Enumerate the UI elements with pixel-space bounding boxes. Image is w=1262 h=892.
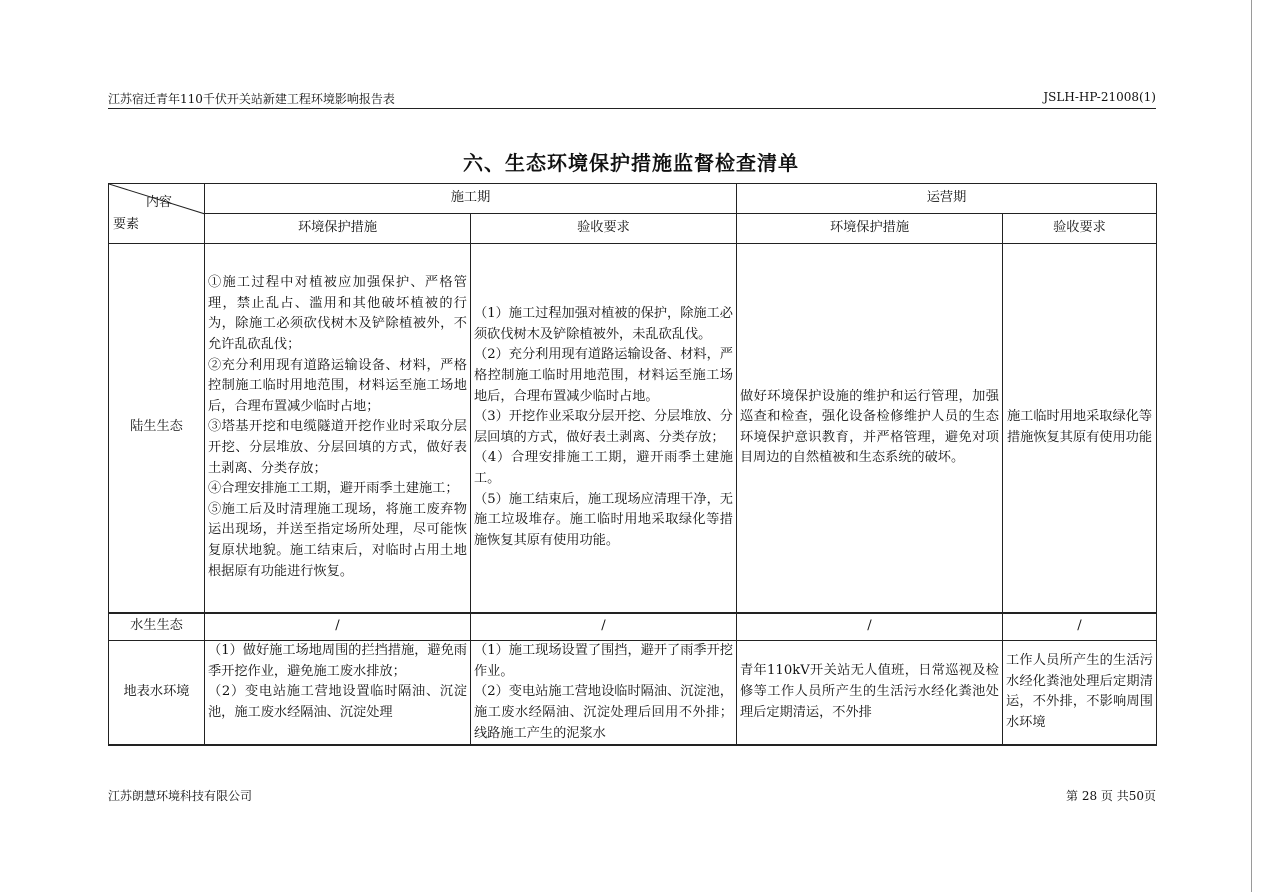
measure-item: ②充分利用现有道路运输设备、材料，严格控制施工临时用地范围，材料运至施工场地后，合理布置减少临时占地； [208, 357, 467, 414]
operation-acceptance-text: 施工临时用地采取绿化等措施恢复其原有使用功能 [1006, 409, 1153, 445]
sub-header-operation-acceptance: 验收要求 [1003, 214, 1157, 244]
section-title: 六、生态环境保护措施监督检查清单 [463, 151, 799, 175]
table-row-aquatic-ecology [109, 613, 1157, 641]
header-report-code: JSLH-HP-21008(1) [1043, 90, 1156, 104]
checklist-table [108, 183, 1157, 746]
measure-item: （2）变电站施工营地设置临时隔油、沉淀池，施工废水经隔油、沉淀处理 [208, 684, 467, 721]
measure-item: ①施工过程中对植被应加强保护、严格管理，禁止乱占、滥用和其他破坏植被的行为，除施工必须砍伐树木及铲除植被外，不允许乱砍乱伐； [208, 275, 467, 353]
acceptance-item: （3）开挖作业采取分层开挖、分层堆放、分层回填的方式，做好表土剥离、分类存放； [474, 409, 733, 445]
construction-acceptance-cell [471, 244, 737, 613]
footer-page-number: 第 28 页 共50页 [1066, 789, 1156, 803]
corner-header-cell [109, 184, 205, 244]
table-row-surface-water [109, 641, 1157, 745]
acceptance-item: （2）充分利用现有道路运输设备、材料，严格控制施工临时用地范围，材料运至施工场地后，合理布置减少临时占地。 [474, 347, 733, 404]
header-report-name: 江苏宿迁青年110千伏开关站新建工程环境影响报告表 [108, 92, 395, 106]
measure-item: ③塔基开挖和电缆隧道开挖作业时采取分层开挖、分层堆放、分层回填的方式，做好表土剥离、分类存放； [208, 419, 467, 476]
construction-acceptance-cell [471, 641, 737, 745]
phase-construction-header: 施工期 [205, 184, 737, 214]
corner-label-element: 要素 [113, 217, 140, 232]
operation-measures-cell [737, 244, 1003, 613]
sub-header-row [109, 214, 1157, 244]
footer-company: 江苏朗慧环境科技有限公司 [108, 789, 253, 803]
operation-measures-cell [737, 641, 1003, 745]
operation-acceptance-cell [1003, 641, 1157, 745]
phase-header-row [109, 184, 1157, 214]
element-label: 地表水环境 [109, 641, 205, 745]
sub-header-construction-measures: 环境保护措施 [205, 214, 471, 244]
page-edge-line [1251, 0, 1252, 892]
measure-item: （1）做好施工场地周围的拦挡措施，避免雨季开挖作业，避免施工废水排放； [208, 643, 467, 679]
phase-operation-header: 运营期 [737, 184, 1157, 214]
acceptance-item: （1）施工过程加强对植被的保护，除施工必须砍伐树木及铲除植被外，未乱砍乱伐。 [474, 306, 733, 342]
operation-measure-text: 做好环境保护设施的维护和运行管理，加强巡查和检查，强化设备检修维护人员的生态环境保护意识教育，并严格管理，避免对项目周边的自然植被和生态系统的破坏。 [740, 388, 999, 466]
construction-measures-cell: / [205, 613, 471, 641]
measure-item: ⑤施工后及时清理施工现场，将施工废弃物运出现场，并送至指定场所处理，尽可能恢复原状地貌。施工结束后，对临时占用土地根据原有功能进行恢复。 [208, 501, 467, 579]
cell-clip [208, 641, 467, 743]
acceptance-item: （2）变电站施工营地设临时隔油、沉淀池，施工废水经隔油、沉淀处理后回用不外排；线路施工产生的泥浆水 [474, 684, 733, 741]
operation-acceptance-cell [1003, 244, 1157, 613]
sub-header-operation-measures: 环境保护措施 [737, 214, 1003, 244]
operation-measures-cell: / [737, 613, 1003, 641]
corner-label-content: 内容 [145, 195, 172, 210]
operation-acceptance-text: 工作人员所产生的生活污水经化粪池处理后定期清运，不外排，不影响周围水环境 [1006, 653, 1153, 730]
operation-measure-text: 青年110kV开关站无人值班，日常巡视及检修等工作人员所产生的生活污水经化粪池处理后定期清运，不外排 [740, 663, 999, 720]
construction-acceptance-cell: / [471, 613, 737, 641]
acceptance-item: （4）合理安排施工工期，避开雨季土建施工。 [474, 450, 733, 486]
construction-measures-cell [205, 641, 471, 745]
element-label: 水生生态 [109, 613, 205, 641]
cell-clip [474, 641, 733, 743]
operation-acceptance-cell: / [1003, 613, 1157, 641]
construction-measures-cell [205, 244, 471, 613]
measure-item: ④合理安排施工工期，避开雨季土建施工； [208, 481, 459, 497]
acceptance-item: （5）施工结束后，施工现场应清理干净，无施工垃圾堆存。施工临时用地采取绿化等措施恢复其原有使用功能。 [474, 491, 733, 548]
acceptance-item: （1）施工现场设置了围挡，避开了雨季开挖作业。 [474, 643, 733, 679]
element-label: 陆生生态 [109, 244, 205, 613]
sub-header-construction-acceptance: 验收要求 [471, 214, 737, 244]
table-row-terrestrial-ecology [109, 244, 1157, 613]
page-header [108, 90, 1156, 109]
